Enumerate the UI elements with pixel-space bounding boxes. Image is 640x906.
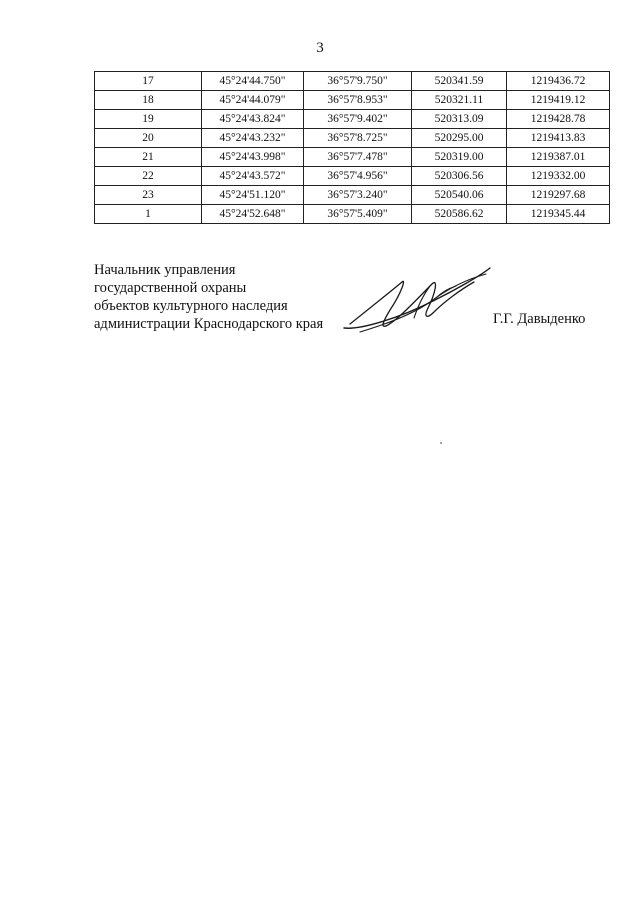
handwritten-signature [340,258,500,340]
longitude-cell: 36°57'5.409" [304,205,412,224]
x-coordinate-cell: 520341.59 [412,72,507,91]
signatory-name: Г.Г. Давыденко [493,311,586,327]
table-row [95,110,610,129]
table-row [95,205,610,224]
longitude-cell: 36°57'7.478" [304,148,412,167]
x-coordinate-cell: 520319.00 [412,148,507,167]
table-row [95,129,610,148]
table-row [95,186,610,205]
latitude-cell: 45°24'43.572" [202,167,304,186]
longitude-cell: 36°57'8.953" [304,91,412,110]
signatory-title [94,261,323,333]
x-coordinate-cell: 520295.00 [412,129,507,148]
table-row [95,91,610,110]
table-row [95,72,610,91]
point-number-cell: 22 [95,167,202,186]
point-number-cell: 23 [95,186,202,205]
x-coordinate-cell: 520586.62 [412,205,507,224]
point-number-cell: 21 [95,148,202,167]
latitude-cell: 45°24'44.079" [202,91,304,110]
signatory-title-line: объектов культурного наследия [94,298,288,314]
x-coordinate-cell: 520540.06 [412,186,507,205]
y-coordinate-cell: 1219428.78 [507,110,610,129]
longitude-cell: 36°57'9.402" [304,110,412,129]
point-number-cell: 18 [95,91,202,110]
longitude-cell: 36°57'3.240" [304,186,412,205]
y-coordinate-cell: 1219413.83 [507,129,610,148]
coordinates-table-body [95,72,610,224]
table-row [95,167,610,186]
latitude-cell: 45°24'52.648" [202,205,304,224]
y-coordinate-cell: 1219345.44 [507,205,610,224]
signatory-title-line: администрации Краснодарского края [94,316,324,332]
latitude-cell: 45°24'51.120" [202,186,304,205]
signatory-title-line: Начальник управления [94,262,236,278]
y-coordinate-cell: 1219419.12 [507,91,610,110]
latitude-cell: 45°24'44.750" [202,72,304,91]
y-coordinate-cell: 1219387.01 [507,148,610,167]
point-number-cell: 20 [95,129,202,148]
longitude-cell: 36°57'9.750" [304,72,412,91]
latitude-cell: 45°24'43.998" [202,148,304,167]
point-number-cell: 17 [95,72,202,91]
signatory-title-line: государственной охраны [94,280,247,296]
longitude-cell: 36°57'8.725" [304,129,412,148]
page-number: 3 [316,40,324,56]
scan-speck [440,442,442,444]
y-coordinate-cell: 1219332.00 [507,167,610,186]
x-coordinate-cell: 520321.11 [412,91,507,110]
x-coordinate-cell: 520306.56 [412,167,507,186]
point-number-cell: 19 [95,110,202,129]
point-number-cell: 1 [95,205,202,224]
table-row [95,148,610,167]
latitude-cell: 45°24'43.824" [202,110,304,129]
x-coordinate-cell: 520313.09 [412,110,507,129]
y-coordinate-cell: 1219297.68 [507,186,610,205]
latitude-cell: 45°24'43.232" [202,129,304,148]
y-coordinate-cell: 1219436.72 [507,72,610,91]
coordinates-table [94,71,610,224]
longitude-cell: 36°57'4.956" [304,167,412,186]
